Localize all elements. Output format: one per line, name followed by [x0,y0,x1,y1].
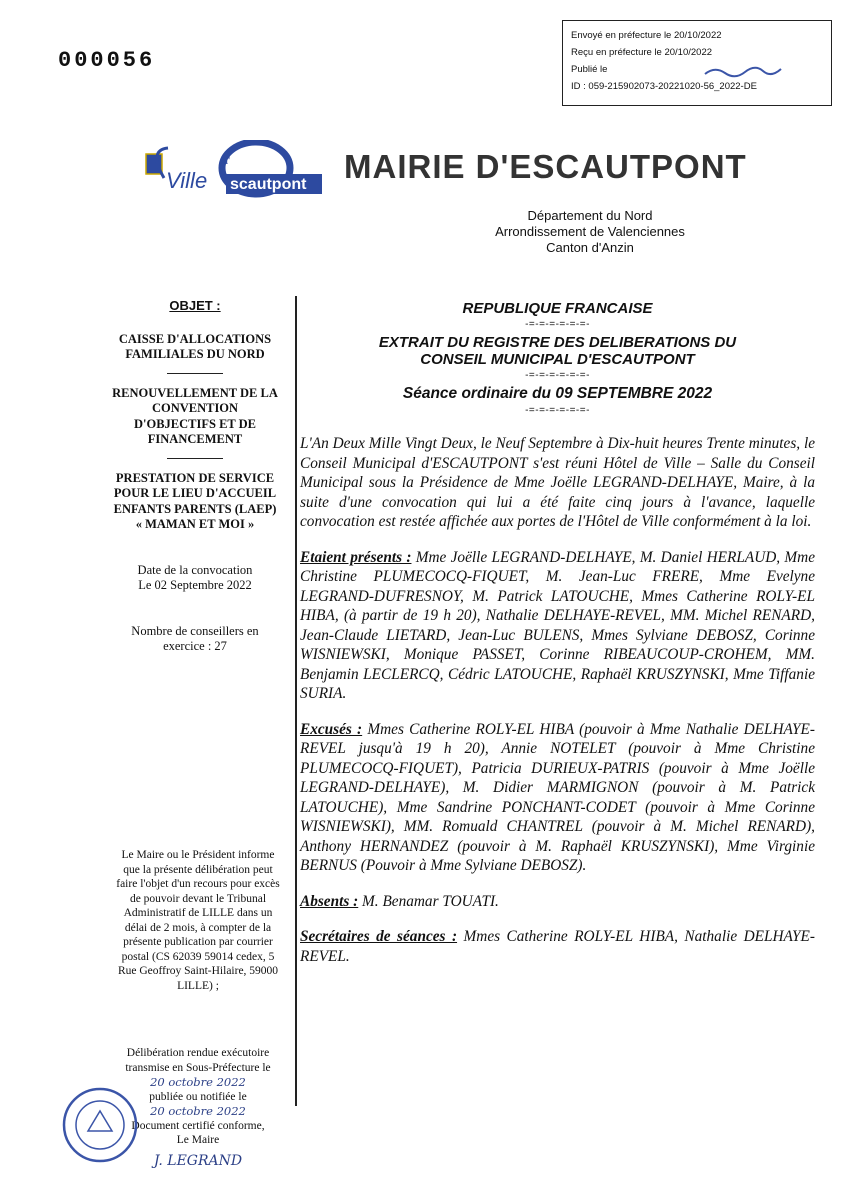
presents-label: Etaient présents : [300,548,412,566]
intro-paragraph: L'An Deux Mille Vingt Deux, le Neuf Septembre à Dix-huit heures Trente minutes, le Conseil Municipal d'ESCAUTPONT s'est réuni Hôtel de Ville – Salle du Conseil Municipal sous la Présidence de Mme Joëlle LEGRAND-DELHAYE, Maire, à la suite d'une convocation qui lui a été faite cinq jours à l'avance, laquelle convocation est restée affichée aux portes de l'Hôtel de Ville conformément à la loi. [300,435,815,530]
convocation-label: Date de la convocation [137,562,253,577]
extrait-heading-2: CONSEIL MUNICIPAL D'ESCAUTPONT [420,351,695,368]
seance-heading: Séance ordinaire du 09 SEPTEMBRE 2022 [402,385,713,402]
subject-convention: RENOUVELLEMENT DE LA CONVENTION D'OBJECTIFS ET DE FINANCEMENT [112,385,278,446]
geo-canton: Canton d'Anzin [546,240,634,255]
exec-line-3: publiée ou notifiée le [149,1090,247,1103]
excuses-text: Mmes Catherine ROLY-EL HIBA (pouvoir à Mme Nathalie DELHAYE-REVEL jusqu'à 19 h 20), Annie NOTELET (pouvoir à Mme Christine PLUMECOCQ-FIQUET), Patricia DURIEUX-PATRIS (pouvoir à Mme Joëlle LEGRAND-DELHAYE), M. Didier MARMIGNON (pouvoir à M. Patrick LATOUCHE), Mme Sandrine PONCHANT-CODET (pouvoir à Mme Corinne WISNIEWSKI), MM. Romuald CHANTREL (pouvoir à M. Michel RENARD), Anthony HERNANDEZ (pouvoir à M. Raphaël KRUSZYNSKI), Mme Virginie BERNUS (Pouvoir à Mme Sylviane DEBOSZ). [300,720,815,874]
stamp-received: Reçu en préfecture le 20/10/2022 [571,47,713,58]
document-number: 000056 [58,48,156,73]
geo-departement: Département du Nord [527,208,653,223]
recours-notice: Le Maire ou le Président informe que la présente délibération peut faire l'objet d'un recours pour excès de pouvoir devant le Tribunal Administratif de LILLE dans un délai de 2 mois, à compter de la présente publication par courrier postal (CS 62039 59014 cedex, 5 Rue Geoffroy Saint-Hilaire, 59000 LILLE) ; [116,849,280,992]
presents-paragraph [300,548,815,704]
absents-text: M. Benamar TOUATI. [358,892,499,910]
svg-text:d': d' [222,153,231,167]
stamp-published: Publié le [571,64,608,75]
decorative-separator: -=-=-=-=-=-=- [525,370,590,381]
subject-caf: CAISSE D'ALLOCATIONS FAMILIALES DU NORD [118,331,272,361]
handwritten-date-2: 20 octobre 2022 [150,1104,246,1118]
presents-text: Mme Joëlle LEGRAND-DELHAYE, M. Daniel HERLAUD, Mme Christine PLUMECOCQ-FIQUET, M. Jean-Luc FRERE, Mme Evelyne LEGRAND-DUFRESNOY, M. Patrick LATOUCHE, Mmes Catherine ROLY-EL HIBA, (à partir de 19 h 20), Nathalie DELHAYE-REVEL, MM. Michel RENARD, Jean-Claude LIETARD, Jean-Luc BULENS, Mmes Sylviane DEBOSZ, Corinne WISNIEWSKI, Monique PASSET, Corinne RIBEAUCOUP-CROHEM, MM. Benjamin LECLERCQ, Cédric LATOUCHE, Raphaël KRUSZYNSKI, Mme Tiffanie SURIA. [300,548,816,702]
stamp-signature-icon [703,64,783,78]
geo-info [440,208,740,256]
absents-label: Absents : [300,892,359,910]
conseillers-count: Nombre de conseillers en exercice : 27 [131,623,259,653]
handwritten-signature: J. LEGRAND [153,1152,243,1169]
geo-arrondissement: Arrondissement de Valenciennes [495,224,685,239]
exec-line-5: Le Maire [176,1134,220,1146]
decorative-separator: -=-=-=-=-=-=- [525,319,590,330]
deliberation-body [300,434,815,966]
absents-paragraph [300,892,815,912]
vertical-divider [295,296,297,1106]
secretaires-label: Secrétaires de séances : [300,928,458,945]
divider [167,458,223,459]
city-logo [138,140,328,200]
decorative-separator: -=-=-=-=-=-=- [525,405,590,416]
svg-text:Ville: Ville [166,168,208,193]
secretaires-text: Mmes Catherine ROLY-EL HIBA, Nathalie DELHAYE-REVEL. [300,928,815,965]
stamp-sent: Envoyé en préfecture le 20/10/2022 [571,30,722,41]
svg-text:scautpont: scautpont [230,176,307,193]
mairie-seal-icon [60,1085,140,1165]
exec-line-2: transmise en Sous-Préfecture le [125,1061,271,1074]
divider [167,373,223,374]
subject-laep: PRESTATION DE SERVICE POUR LE LIEU D'ACCUEIL ENFANTS PARENTS (LAEP) « MAMAN ET MOI » [113,470,277,531]
excuses-paragraph [300,720,815,876]
city-logo-icon [138,140,328,200]
convocation-date: Le 02 Septembre 2022 [138,578,252,592]
excuses-label: Excusés : [300,720,363,738]
stamp-id: ID : 059-215902073-20221020-56_2022-DE [571,81,757,92]
exec-line-1: Délibération rendue exécutoire [126,1047,270,1059]
page-title: MAIRIE D'ESCAUTPONT [344,148,747,185]
republique-heading: REPUBLIQUE FRANCAISE [462,300,653,317]
left-column [110,298,280,655]
handwritten-date-1: 20 octobre 2022 [150,1075,246,1089]
objet-label: OBJET : [169,298,221,313]
extrait-heading-1: EXTRAIT DU REGISTRE DES DELIBERATIONS DU [378,334,737,351]
exec-line-4: Document certifié conforme, [131,1119,265,1132]
secretaires-paragraph [300,927,815,966]
main-content [300,300,815,982]
prefecture-stamp [562,20,832,106]
